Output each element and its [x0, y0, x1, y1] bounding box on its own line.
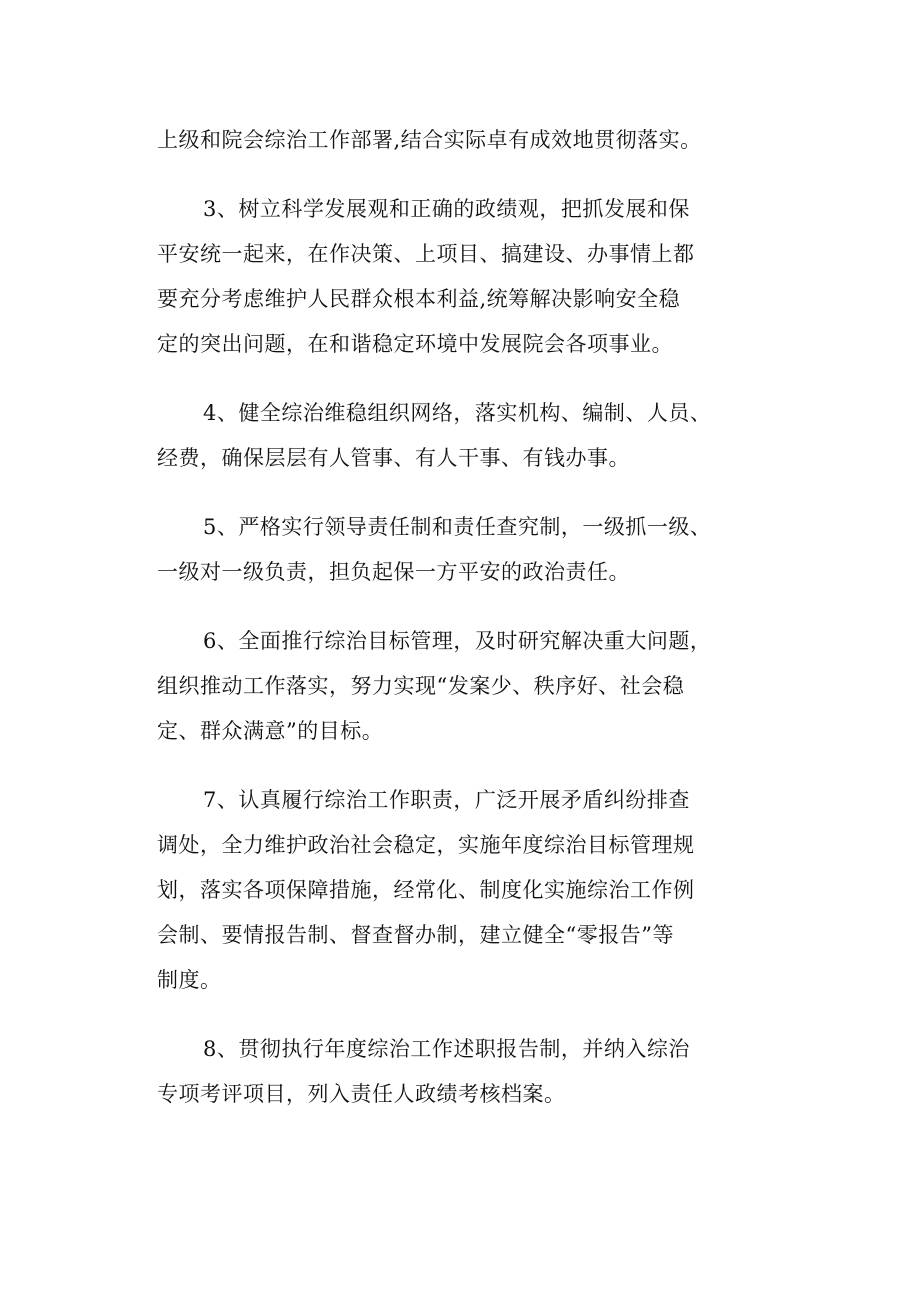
text-line: 8、贯彻执行年度综治工作述职报告制，并纳入综治 [203, 1037, 690, 1061]
document-body [157, 118, 763, 1141]
paragraph-item-3 [157, 187, 763, 367]
text-line: 平安统一起来，在作决策、上项目、搞建设、办事情上都 [157, 242, 695, 266]
text-line: 要充分考虑维护人民群众根本利益,统筹解决影响安全稳 [157, 287, 681, 311]
text-line: 调处，全力维护政治社会稳定，实施年度综治目标管理规 [157, 833, 695, 857]
paragraph-continued [157, 118, 763, 163]
text-line: 5、严格实行领导责任制和责任查究制，一级抓一级、 [203, 515, 712, 539]
text-line: 专项考评项目，列入责任人政绩考核档案。 [157, 1082, 566, 1106]
paragraph-item-5 [157, 505, 763, 595]
text-line: 划，落实各项保障措施，经常化、制度化实施综治工作例 [157, 878, 695, 902]
text-line: 会制、要情报告制、督查督办制，建立健全“零报告”等 [157, 923, 674, 947]
paragraph-item-8 [157, 1027, 763, 1117]
paragraph-item-7 [157, 778, 763, 1003]
text-line: 上级和院会综治工作部署,结合实际卓有成效地贯彻落实。 [157, 128, 702, 152]
text-line: 7、认真履行综治工作职责，广泛开展矛盾纠纷排查 [203, 788, 690, 812]
text-line: 一级对一级负责，担负起保一方平安的政治责任。 [157, 560, 630, 584]
text-line: 制度。 [157, 968, 222, 992]
text-line: 定、群众满意”的目标。 [157, 719, 384, 743]
text-line: 组织推动工作落实，努力实现“发案少、秩序好、社会稳 [157, 674, 685, 698]
paragraph-item-4 [157, 391, 763, 481]
text-line: 定的突出问题，在和谐稳定环境中发展院会各项事业。 [157, 332, 673, 356]
text-line: 4、健全综治维稳组织网络，落实机构、编制、人员、 [203, 401, 712, 425]
paragraph-item-6 [157, 619, 763, 754]
text-line: 经费，确保层层有人管事、有人干事、有钱办事。 [157, 446, 630, 470]
text-line: 3、树立科学发展观和正确的政绩观，把抓发展和保 [203, 197, 690, 221]
text-line: 6、全面推行综治目标管理，及时研究解决重大问题， [203, 629, 712, 653]
